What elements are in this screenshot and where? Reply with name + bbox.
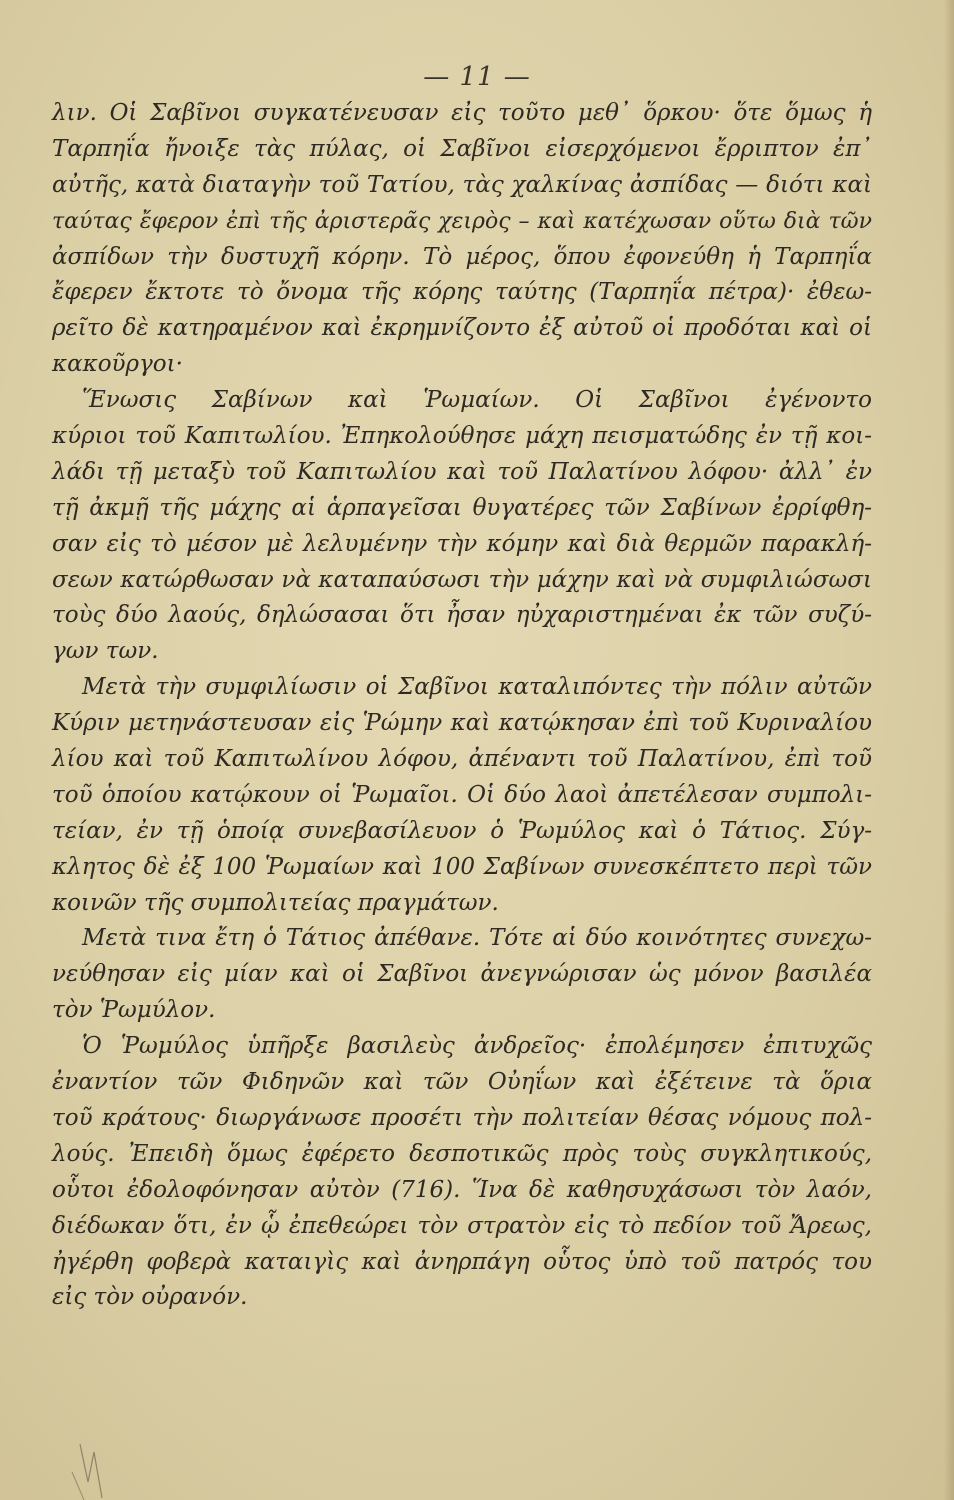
text-line: ρεῖτο δὲ κατηραμένον καὶ ἐκρημνίζοντο ἐξ αὐτοῦ οἱ προδόται καὶ οἱ <box>52 315 872 342</box>
text-line: σεων κατώρθωσαν νὰ καταπαύσωσι τὴν μάχην καὶ νὰ συμφιλιώσωσι <box>52 566 872 593</box>
text-line: κύριοι τοῦ Καπιτωλίου. Ἐπηκολούθησε μάχη πεισματώδης ἐν τῇ κοι- <box>52 423 872 450</box>
page-edge-shadow <box>944 0 954 1500</box>
text-line: κακοῦργοι· <box>52 351 183 378</box>
text-line: τοὺς δύο λαούς, δηλώσασαι ὅτι ἦσαν ηὐχαριστημέναι ἐκ τῶν συζύ- <box>52 602 872 629</box>
text-line: λίου καὶ τοῦ Καπιτωλίνου λόφου, ἀπέναντι τοῦ Παλατίνου, ἐπὶ τοῦ <box>52 746 872 773</box>
text-line: τοῦ ὁποίου κατῴκουν οἱ Ῥωμαῖοι. Οἱ δύο λαοὶ ἀπετέλεσαν συμπολι- <box>52 781 872 808</box>
text-line: αὐτῆς, κατὰ διαταγὴν τοῦ Τατίου, τὰς χαλκίνας ἀσπίδας — διότι καὶ <box>52 171 872 198</box>
text-line: γων των. <box>52 638 159 665</box>
text-line: τείαν, ἐν τῇ ὁποίᾳ συνεβασίλευον ὁ Ῥωμύλος καὶ ὁ Τάτιος. Σύγ- <box>52 817 872 844</box>
text-line: λούς. Ἐπειδὴ ὅμως ἐφέρετο δεσποτικῶς πρὸς τοὺς συγκλητικούς, <box>52 1140 872 1167</box>
text-line: τοῦ κράτους· διωργάνωσε προσέτι τὴν πολιτείαν θέσας νόμους πολ- <box>52 1104 872 1131</box>
text-line: οὗτοι ἐδολοφόνησαν αὐτὸν (716). Ἵνα δὲ καθησυχάσωσι τὸν λαόν, <box>52 1176 872 1203</box>
text-line: σαν εἰς τὸ μέσον μὲ λελυμένην τὴν κόμην καὶ διὰ θερμῶν παρακλή- <box>52 530 872 557</box>
text-line: ἀσπίδων τὴν δυστυχῆ κόρην. Τὸ μέρος, ὅπου ἐφονεύθη ἡ Ταρπηΐα <box>52 243 872 270</box>
text-line: νεύθησαν εἰς μίαν καὶ οἱ Σαβῖνοι ἀνεγνώρισαν ὡς μόνον βασιλέα <box>52 961 872 988</box>
text-line: Μετὰ τὴν συμφιλίωσιν οἱ Σαβῖνοι καταλιπόντες τὴν πόλιν αὐτῶν <box>82 674 872 701</box>
text-line: τῇ ἀκμῇ τῆς μάχης αἱ ἁρπαγεῖσαι θυγατέρες τῶν Σαβίνων ἐρρίφθη- <box>52 494 872 521</box>
text-line: Ταρπηΐα ἤνοιξε τὰς πύλας, οἱ Σαβῖνοι εἰσερχόμενοι ἔρριπτον ἐπ᾿ <box>52 135 872 162</box>
text-line: ἐναντίον τῶν Φιδηνῶν καὶ τῶν Οὐηΐων καὶ ἐξέτεινε τὰ ὅρια <box>52 1069 872 1096</box>
page-number: — 11 — <box>423 62 531 92</box>
text-line: Μετὰ τινα ἔτη ὁ Τάτιος ἀπέθανε. Τότε αἱ δύο κοινότητες συνεχω- <box>82 925 872 952</box>
text-line: λιν. Οἱ Σαβῖνοι συγκατένευσαν εἰς τοῦτο μεθ᾿ ὅρκου· ὅτε ὅμως ἡ <box>52 100 872 126</box>
section-heading-line: Ἕνωσις Σαβίνων καὶ Ῥωμαίων. Οἱ Σαβῖνοι ἐγένοντο <box>82 387 872 414</box>
text-line: ἠγέρθη φοβερὰ καταιγὶς καὶ ἀνηρπάγη οὗτος ὑπὸ τοῦ πατρός του <box>52 1248 872 1275</box>
text-line: λάδι τῇ μεταξὺ τοῦ Καπιτωλίου καὶ τοῦ Παλατίνου λόφου· ἀλλ᾿ ἐν <box>52 458 872 485</box>
body-text <box>52 96 872 1316</box>
text-line: τὸν Ῥωμύλον. <box>52 997 216 1024</box>
text-line: κοινῶν τῆς συμπολιτείας πραγμάτων. <box>52 889 499 916</box>
text-line: ταύτας ἔφερον ἐπὶ τῆς ἀριστερᾶς χειρὸς – καὶ κατέχωσαν οὕτω διὰ τῶν <box>52 208 872 234</box>
text-line: διέδωκαν ὅτι, ἐν ᾧ ἐπεθεώρει τὸν στρατὸν εἰς τὸ πεδίον τοῦ Ἄρεως, <box>52 1212 872 1239</box>
text-line: Κύριν μετηνάστευσαν εἰς Ῥώμην καὶ κατῴκησαν ἐπὶ τοῦ Κυριναλίου <box>52 710 872 737</box>
text-line: Ὁ Ῥωμύλος ὑπῆρξε βασιλεὺς ἀνδρεῖος· ἐπολέμησεν ἐπιτυχῶς <box>82 1033 872 1060</box>
text-line: κλητος δὲ ἐξ 100 Ῥωμαίων καὶ 100 Σαβίνων συνεσκέπτετο περὶ τῶν <box>52 853 872 880</box>
pencil-mark <box>68 1442 118 1500</box>
text-line: ἔφερεν ἔκτοτε τὸ ὄνομα τῆς κόρης ταύτης (Ταρπηΐα πέτρα)· ἐθεω- <box>52 279 872 306</box>
text-line: εἰς τὸν οὐρανόν. <box>52 1284 248 1311</box>
